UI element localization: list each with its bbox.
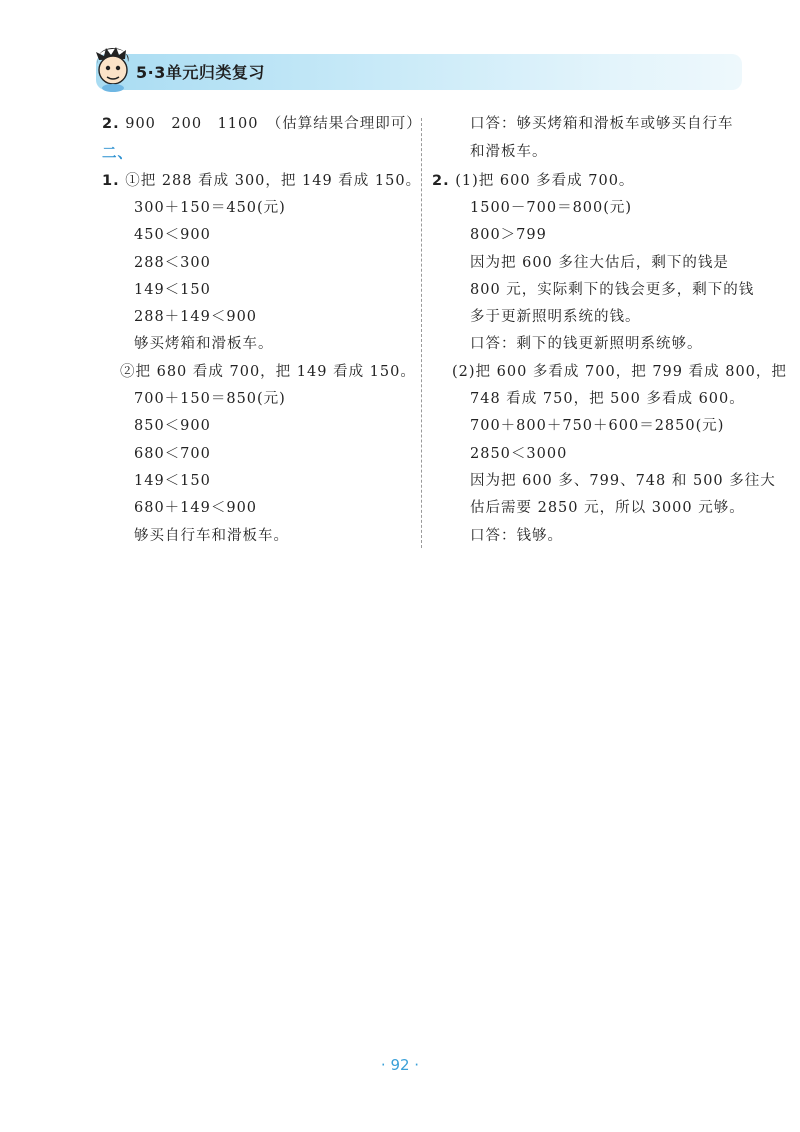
answer-line: 450＜900 xyxy=(134,227,211,243)
answer-line: ②把 680 看成 700，把 149 看成 150。 xyxy=(120,364,416,380)
answer-line: 口答：够买烤箱和滑板车或够买自行车 xyxy=(470,116,734,132)
answer-line: 够买自行车和滑板车。 xyxy=(134,528,289,544)
answer-line: 300＋150＝450(元) xyxy=(134,200,286,216)
answer-line: 700＋800＋750＋600＝2850(元) xyxy=(470,418,725,434)
answer-line: 2. 900 200 1100 （估算结果合理即可） xyxy=(102,116,422,132)
answer-line: 149＜150 xyxy=(134,282,211,298)
answer-line: 1500－700＝800(元) xyxy=(470,200,633,216)
answer-line: 2. (1)把 600 多看成 700。 xyxy=(432,173,635,189)
answer-line: 多于更新照明系统的钱。 xyxy=(470,309,641,325)
answer-line: 288＋149＜900 xyxy=(134,309,258,325)
section-heading: 二、 xyxy=(102,145,133,162)
column-divider xyxy=(421,118,422,548)
answer-line: 2850＜3000 xyxy=(470,446,568,462)
answer-line: 748 看成 750，把 500 多看成 600。 xyxy=(470,391,745,407)
page-number: · 92 · xyxy=(380,1056,420,1074)
answer-line: 288＜300 xyxy=(134,255,211,271)
answer-line: 680＜700 xyxy=(134,446,211,462)
answer-line: 800＞799 xyxy=(470,227,547,243)
answer-line: (2)把 600 多看成 700，把 799 看成 800，把 xyxy=(452,364,787,380)
answer-line: 因为把 600 多、799、748 和 500 多往大 xyxy=(470,473,776,489)
header-title: 5·3单元归类复习 xyxy=(136,63,265,82)
answer-line: 800 元，实际剩下的钱会更多，剩下的钱 xyxy=(470,282,755,298)
answer-line: 够买烤箱和滑板车。 xyxy=(134,336,274,352)
answer-line: 口答：钱够。 xyxy=(470,528,563,544)
answer-line: 850＜900 xyxy=(134,418,211,434)
answer-line: 因为把 600 多往大估后，剩下的钱是 xyxy=(470,255,729,271)
answer-line: 1. ①把 288 看成 300，把 149 看成 150。 xyxy=(102,173,422,189)
answer-line: 和滑板车。 xyxy=(470,144,548,160)
answer-line: 口答：剩下的钱更新照明系统够。 xyxy=(470,336,703,352)
answer-line: 估后需要 2850 元，所以 3000 元够。 xyxy=(470,500,745,516)
answer-line: 700＋150＝850(元) xyxy=(134,391,286,407)
answer-line: 149＜150 xyxy=(134,473,211,489)
mascot-icon xyxy=(92,46,134,92)
answer-line: 680＋149＜900 xyxy=(134,500,258,516)
